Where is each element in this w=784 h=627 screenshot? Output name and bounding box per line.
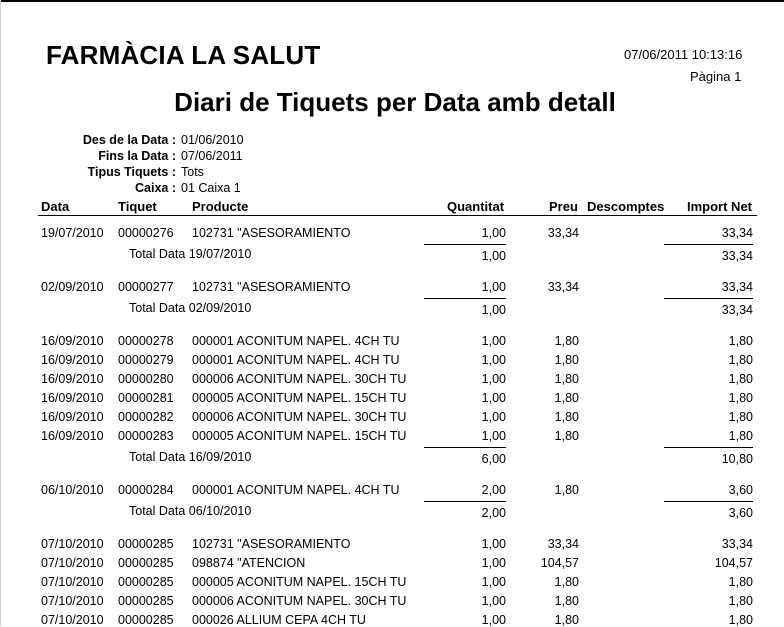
criteria-value: 01/06/2010 <box>181 133 244 147</box>
row-ticket: 00000284 <box>118 483 174 497</box>
row-price: 33,34 <box>547 226 579 240</box>
row-date: 07/10/2010 <box>41 556 104 570</box>
header-descomptes: Descomptes <box>587 199 665 214</box>
row-product: 000005 ACONITUM NAPEL. 15CH TU <box>192 391 407 405</box>
row-date: 06/10/2010 <box>41 483 104 497</box>
header-tiquet: Tiquet <box>118 199 157 214</box>
row-date: 02/09/2010 <box>41 280 104 294</box>
row-price: 1,80 <box>554 410 579 424</box>
row-quantity: 1,00 <box>481 613 506 627</box>
subtotal-rule-quantity <box>424 447 506 448</box>
row-quantity: 1,00 <box>481 537 506 551</box>
row-date: 07/10/2010 <box>41 575 104 589</box>
row-ticket: 00000281 <box>118 391 174 405</box>
row-ticket: 00000283 <box>118 429 174 443</box>
row-net: 33,34 <box>721 537 753 551</box>
row-net: 1,80 <box>728 391 753 405</box>
row-ticket: 00000278 <box>118 334 174 348</box>
row-price: 104,57 <box>540 556 579 570</box>
row-date: 16/09/2010 <box>41 410 104 424</box>
row-quantity: 1,00 <box>481 429 506 443</box>
row-price: 1,80 <box>554 575 579 589</box>
row-quantity: 1,00 <box>481 594 506 608</box>
row-date: 16/09/2010 <box>41 372 104 386</box>
total-label: Total Data 19/07/2010 <box>129 247 252 261</box>
row-product: 102731 "ASESORAMIENTO <box>192 280 351 294</box>
row-ticket: 00000285 <box>118 575 174 589</box>
row-product: 000006 ACONITUM NAPEL. 30CH TU <box>192 594 407 608</box>
row-date: 19/07/2010 <box>41 226 104 240</box>
row-net: 3,60 <box>728 483 753 497</box>
row-price: 1,80 <box>554 334 579 348</box>
row-price: 33,34 <box>547 537 579 551</box>
row-quantity: 1,00 <box>481 410 506 424</box>
total-quantity: 1,00 <box>481 249 506 263</box>
header-quantitat: Quantitat <box>447 199 505 214</box>
row-product: 000006 ACONITUM NAPEL. 30CH TU <box>192 372 407 386</box>
criteria-value: 01 Caixa 1 <box>181 181 241 195</box>
subtotal-rule-quantity <box>424 298 506 299</box>
criteria-label: Caixa : <box>135 181 176 195</box>
page-number: Pàgina 1 <box>690 69 742 84</box>
subtotal-rule-net <box>664 244 753 245</box>
row-ticket: 00000277 <box>118 280 174 294</box>
subtotal-rule-net <box>664 501 753 502</box>
header-producte: Producte <box>192 199 249 214</box>
criteria-label: Fins la Data : <box>98 149 176 163</box>
row-quantity: 1,00 <box>481 280 506 294</box>
row-net: 1,80 <box>728 613 753 627</box>
row-date: 07/10/2010 <box>41 594 104 608</box>
criteria-label: Des de la Data : <box>82 133 176 147</box>
row-product: 000005 ACONITUM NAPEL. 15CH TU <box>192 575 407 589</box>
total-net: 33,34 <box>721 249 753 263</box>
company-name: FARMÀCIA LA SALUT <box>46 40 321 70</box>
subtotal-rule-net <box>664 298 753 299</box>
subtotal-rule-quantity <box>424 501 506 502</box>
row-net: 33,34 <box>721 226 753 240</box>
row-product: 000026 ALLIUM CEPA 4CH TU <box>192 613 366 627</box>
row-ticket: 00000280 <box>118 372 174 386</box>
row-net: 33,34 <box>721 280 753 294</box>
row-net: 1,80 <box>728 334 753 348</box>
subtotal-rule-net <box>664 447 753 448</box>
row-ticket: 00000282 <box>118 410 174 424</box>
row-price: 1,80 <box>554 391 579 405</box>
row-product: 098874 "ATENCION <box>192 556 306 570</box>
row-date: 16/09/2010 <box>41 391 104 405</box>
row-product: 000001 ACONITUM NAPEL. 4CH TU <box>192 483 400 497</box>
row-quantity: 1,00 <box>481 353 506 367</box>
row-net: 1,80 <box>728 410 753 424</box>
total-label: Total Data 16/09/2010 <box>129 450 252 464</box>
row-net: 1,80 <box>728 575 753 589</box>
total-net: 33,34 <box>721 303 753 317</box>
row-quantity: 1,00 <box>481 575 506 589</box>
total-quantity: 2,00 <box>481 506 506 520</box>
row-price: 1,80 <box>554 594 579 608</box>
row-product: 000005 ACONITUM NAPEL. 15CH TU <box>192 429 407 443</box>
row-quantity: 1,00 <box>481 556 506 570</box>
subtotal-rule-quantity <box>424 244 506 245</box>
row-net: 1,80 <box>728 353 753 367</box>
row-product: 102731 "ASESORAMIENTO <box>192 226 351 240</box>
row-net: 1,80 <box>728 594 753 608</box>
row-ticket: 00000285 <box>118 556 174 570</box>
row-product: 000006 ACONITUM NAPEL. 30CH TU <box>192 410 407 424</box>
row-quantity: 1,00 <box>481 372 506 386</box>
row-quantity: 2,00 <box>481 483 506 497</box>
row-product: 000001 ACONITUM NAPEL. 4CH TU <box>192 334 400 348</box>
total-label: Total Data 02/09/2010 <box>129 301 252 315</box>
row-product: 102731 "ASESORAMIENTO <box>192 537 351 551</box>
header-data: Data <box>41 199 70 214</box>
row-ticket: 00000276 <box>118 226 174 240</box>
criteria-value: 07/06/2011 <box>181 149 243 163</box>
total-quantity: 6,00 <box>481 452 506 466</box>
row-quantity: 1,00 <box>481 334 506 348</box>
total-label: Total Data 06/10/2010 <box>129 504 252 518</box>
row-price: 1,80 <box>554 483 579 497</box>
row-ticket: 00000285 <box>118 594 174 608</box>
header-preu: Preu <box>549 199 578 214</box>
row-date: 07/10/2010 <box>41 613 104 627</box>
total-net: 3,60 <box>728 506 753 520</box>
row-date: 16/09/2010 <box>41 429 104 443</box>
row-ticket: 00000279 <box>118 353 174 367</box>
total-net: 10,80 <box>721 452 753 466</box>
criteria-label: Tipus Tiquets : <box>87 165 176 179</box>
row-net: 1,80 <box>728 372 753 386</box>
row-price: 1,80 <box>554 429 579 443</box>
row-price: 33,34 <box>547 280 579 294</box>
print-datetime: 07/06/2011 10:13:16 <box>624 47 743 62</box>
row-date: 16/09/2010 <box>41 353 104 367</box>
row-date: 16/09/2010 <box>41 334 104 348</box>
row-price: 1,80 <box>554 372 579 386</box>
row-product: 000001 ACONITUM NAPEL. 4CH TU <box>192 353 400 367</box>
row-quantity: 1,00 <box>481 391 506 405</box>
row-ticket: 00000285 <box>118 537 174 551</box>
row-quantity: 1,00 <box>481 226 506 240</box>
row-price: 1,80 <box>554 613 579 627</box>
row-ticket: 00000285 <box>118 613 174 627</box>
total-quantity: 1,00 <box>481 303 506 317</box>
row-net: 1,80 <box>728 429 753 443</box>
criteria-value: Tots <box>181 165 204 179</box>
row-date: 07/10/2010 <box>41 537 104 551</box>
row-price: 1,80 <box>554 353 579 367</box>
report-title: Diari de Tiquets per Data amb detall <box>174 87 616 117</box>
header-import-net: Import Net <box>687 199 752 214</box>
row-net: 104,57 <box>714 556 753 570</box>
